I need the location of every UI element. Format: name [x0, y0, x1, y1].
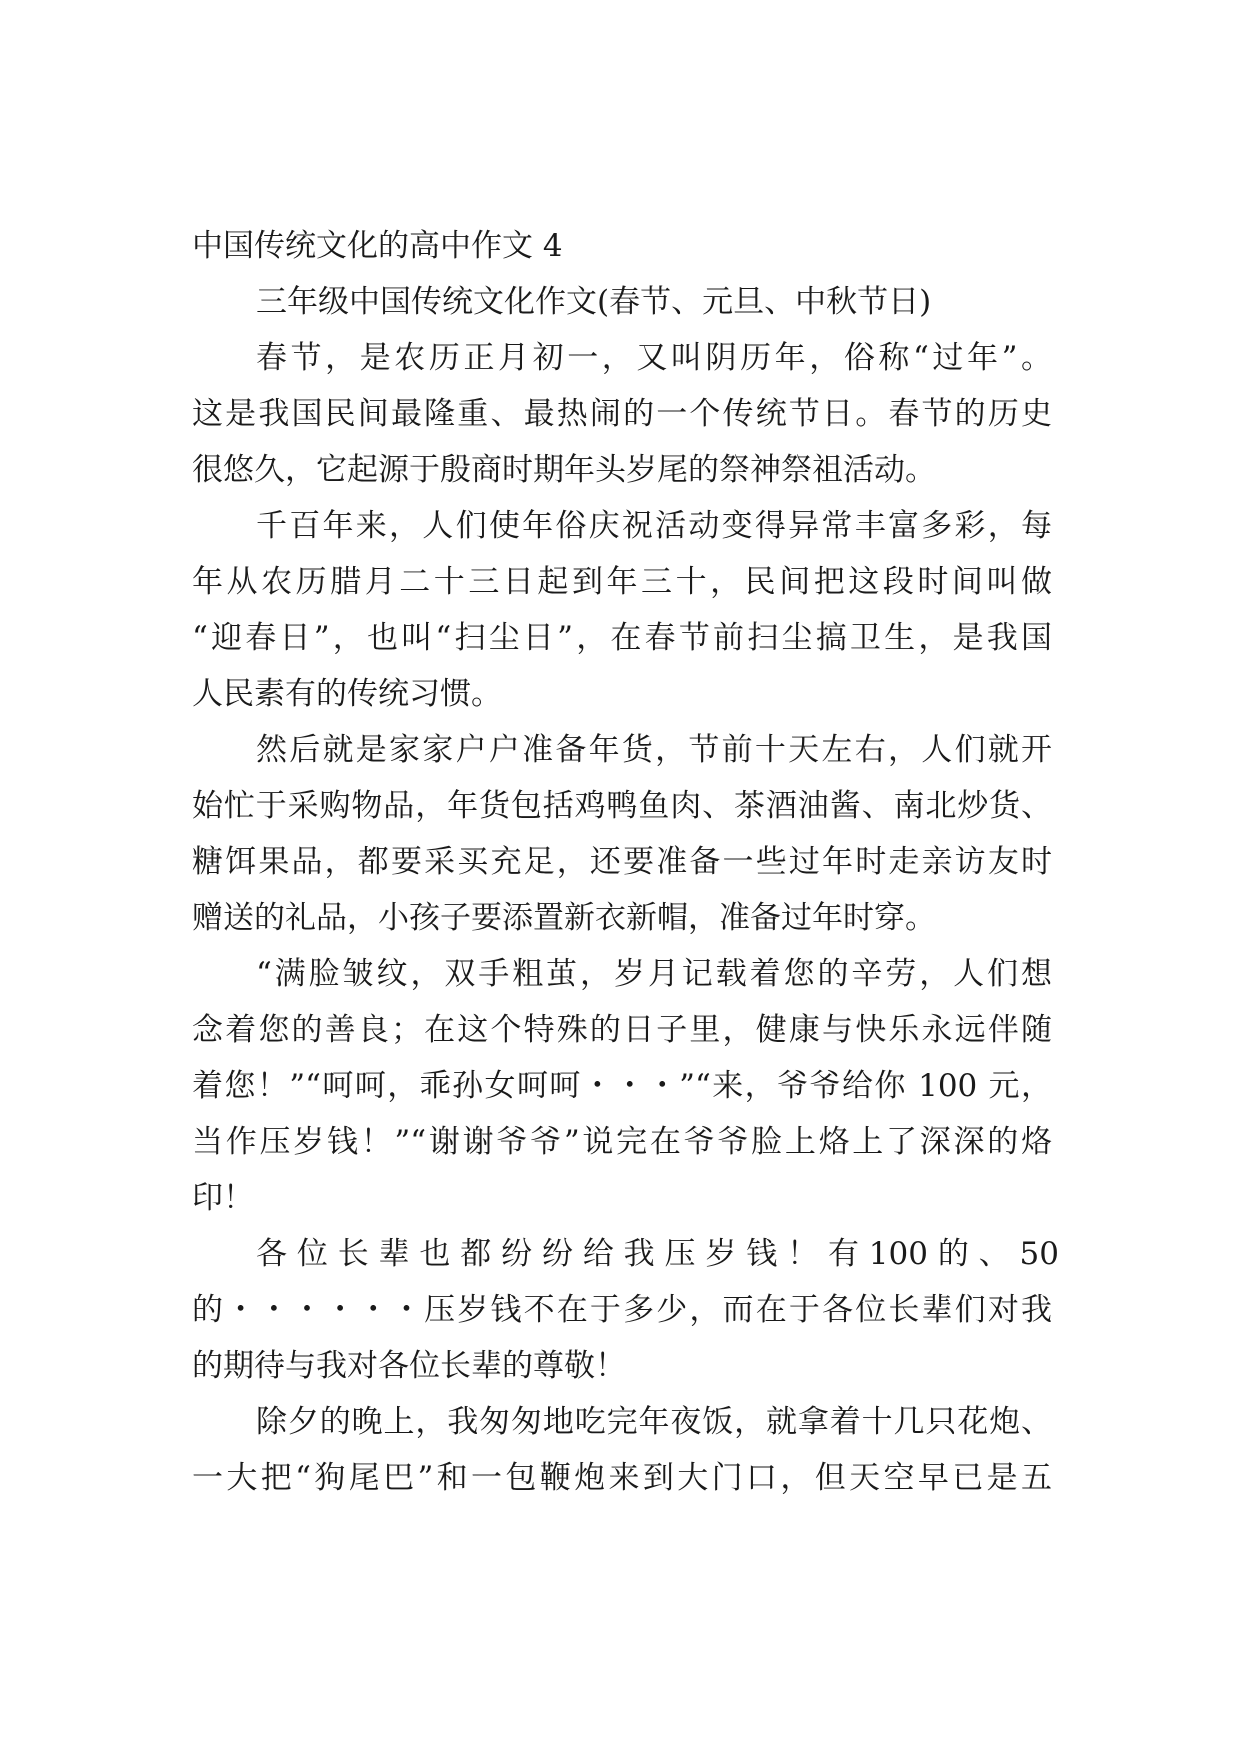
paragraph-line: 的期待与我对各位长辈的尊敬！: [192, 1348, 626, 1384]
paragraph-line: 各 位 长 辈 也 都 纷 纷 给 我 压 岁 钱 ！ 有 100 的 、 50: [256, 1236, 1059, 1272]
paragraph-line: “迎春日”，也叫“扫尘日”，在春节前扫尘搞卫生，是我国: [192, 620, 1052, 656]
paragraph-line: 糖饵果品，都要采买充足，还要准备一些过年时走亲访友时: [192, 844, 1052, 880]
paragraph-line: “满脸皱纹，双手粗茧，岁月记载着您的辛劳，人们想: [256, 956, 1052, 992]
document-title: 中国传统文化的高中作文 4: [192, 228, 563, 264]
paragraph-line: 当作压岁钱！”“谢谢爷爷”说完在爷爷脸上烙上了深深的烙: [192, 1124, 1052, 1160]
paragraph-line: 一大把“狗尾巴”和一包鞭炮来到大门口，但天空早已是五: [192, 1460, 1052, 1496]
paragraph-line: 赠送的礼品，小孩子要添置新衣新帽，准备过年时穿。: [192, 900, 936, 936]
paragraph-line: 这是我国民间最隆重、最热闹的一个传统节日。春节的历史: [192, 396, 1052, 432]
paragraph-line: 印！: [192, 1180, 254, 1216]
paragraph-line: 念着您的善良；在这个特殊的日子里，健康与快乐永远伴随: [192, 1012, 1052, 1048]
paragraph-line: 除夕的晚上，我匆匆地吃完年夜饭，就拿着十几只花炮、: [256, 1404, 1052, 1440]
paragraph-line: 很悠久，它起源于殷商时期年头岁尾的祭神祭祖活动。: [192, 452, 936, 488]
paragraph-line: 千百年来，人们使年俗庆祝活动变得异常丰富多彩，每: [256, 508, 1052, 544]
paragraph-line: 年从农历腊月二十三日起到年三十，民间把这段时间叫做: [192, 564, 1052, 600]
paragraph-line: 人民素有的传统习惯。: [192, 676, 502, 712]
paragraph-line: 的・・・・・・压岁钱不在于多少，而在于各位长辈们对我: [192, 1292, 1052, 1328]
paragraph-line: 然后就是家家户户准备年货，节前十天左右，人们就开: [256, 732, 1052, 768]
paragraph-line: 始忙于采购物品，年货包括鸡鸭鱼肉、茶酒油酱、南北炒货、: [192, 788, 1052, 824]
subtitle-line: 三年级中国传统文化作文(春节、元旦、中秋节日): [256, 284, 932, 320]
paragraph-line: 春节，是农历正月初一，又叫阴历年，俗称“过年”。: [256, 340, 1052, 376]
paragraph-line: 着您！”“呵呵，乖孙女呵呵・・・”“来，爷爷给你 100 元，: [192, 1068, 1052, 1104]
